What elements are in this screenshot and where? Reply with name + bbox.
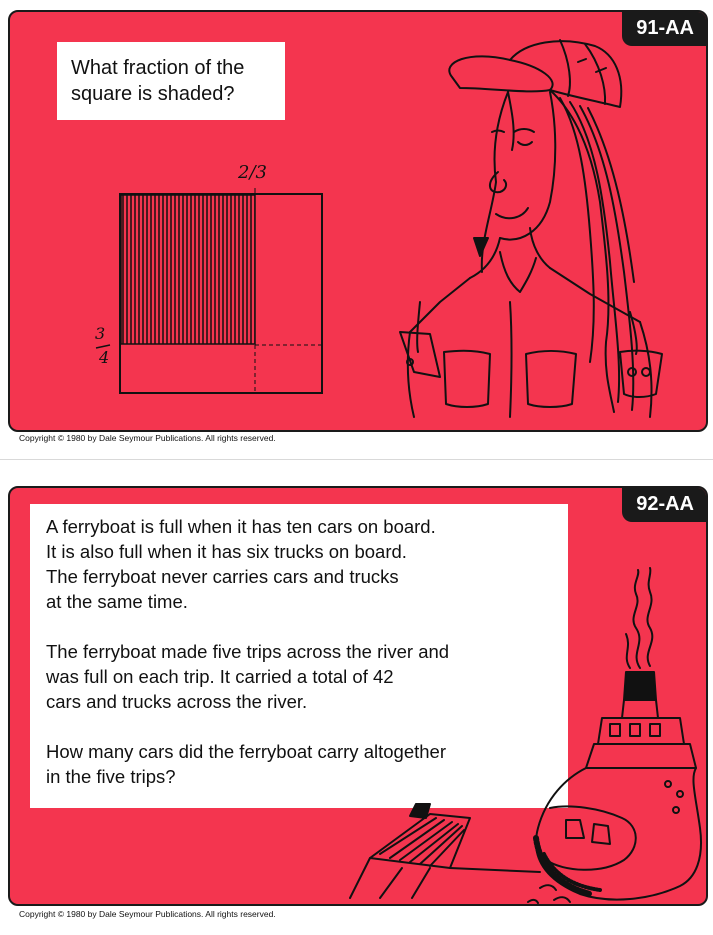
copyright-notice-2: Copyright © 1980 by Dale Seymour Publications. All rights reserved. [19,909,276,919]
card-id-badge: 92-AA [622,486,708,522]
text-line: cars and trucks across the river. [46,691,308,712]
card-divider [0,459,713,460]
question-line-1: What fraction of the [71,57,245,79]
text-line: The ferryboat made five trips across the river and [46,641,450,662]
question-line-2: square is shaded? [71,83,235,105]
text-line: A ferryboat is full when it has ten cars on board. [46,516,436,537]
side-fraction-denominator: 4 [99,348,110,367]
side-fraction-numerator: 3 [95,324,106,343]
text-line: It is also full when it has six trucks on board. [46,541,407,562]
copyright-notice-1: Copyright © 1980 by Dale Seymour Publications. All rights reserved. [19,433,276,443]
card-id-badge: 91-AA [622,10,708,46]
shaded-region [121,195,255,344]
text-line: The ferryboat never carries cars and trucks [46,566,399,587]
text-line: was full on each trip. It carried a total of 42 [46,666,394,687]
card-92-aa [8,486,708,906]
girl-with-cap-icon [400,32,680,422]
text-line: in the five trips? [46,766,176,787]
text-line: How many cars did the ferryboat carry altogether [46,741,446,762]
ferryboat-icon [340,568,708,906]
card-91-aa [8,10,708,432]
top-fraction-label: 2/3 [238,162,267,183]
text-line: at the same time. [46,591,188,612]
